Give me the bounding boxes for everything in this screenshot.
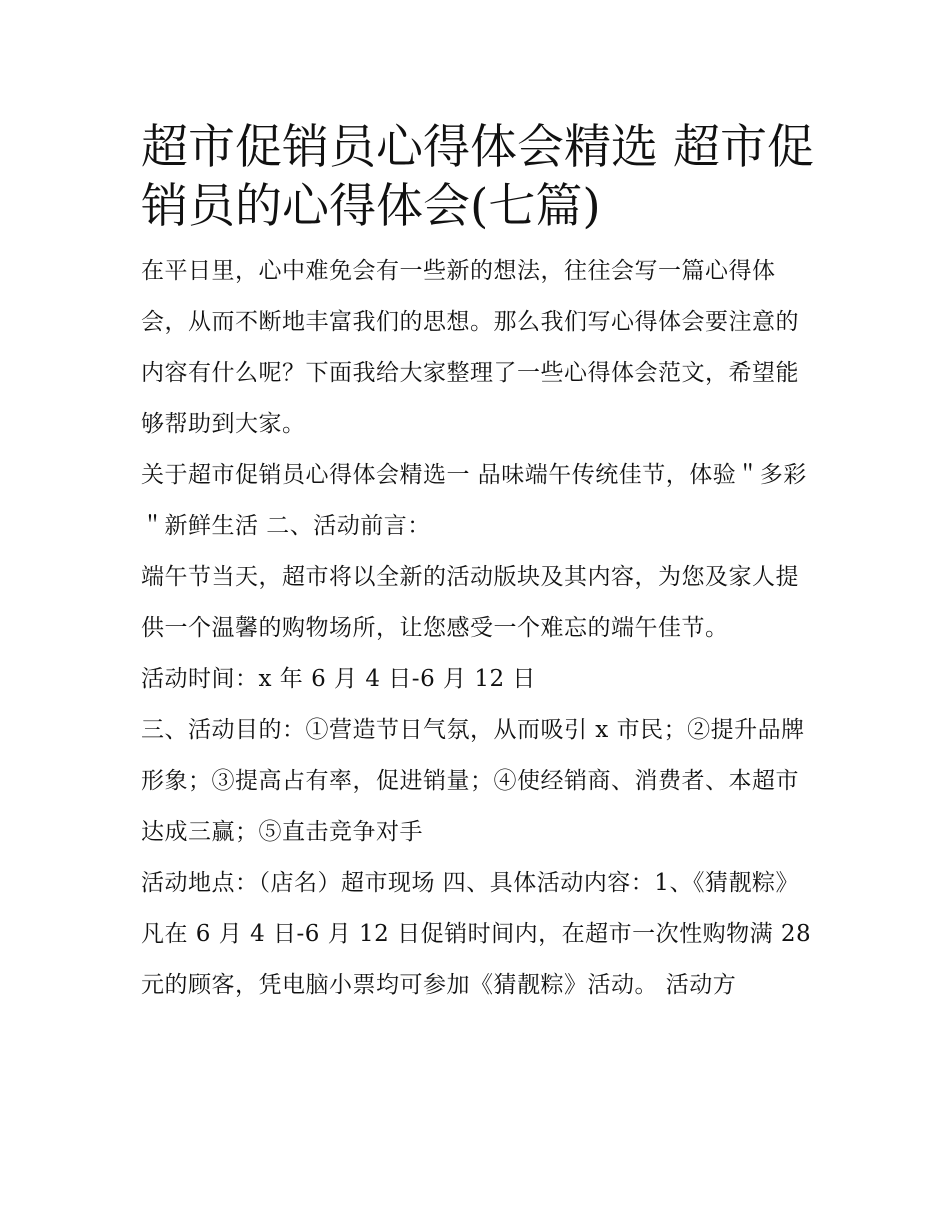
- event-goals-paragraph: 三、活动目的：①营造节日气氛，从而吸引 x 市民；②提升品牌形象；③提高占有率，促进销量；④使经销商、消费者、本超市达成三赢；⑤直击竞争对手: [141, 717, 805, 845]
- event-location-paragraph: 活动地点：（店名）超市现场 四、具体活动内容：1、《猜靓粽》: [141, 870, 799, 896]
- event-details-paragraph: 凡在 6 月 4 日-6 月 12 日促销时间内，在超市一次性购物满 28 元的顾客，凭电脑小票均可参加《猜靓粽》活动。 活动方: [141, 921, 812, 998]
- preface-paragraph: 端午节当天，超市将以全新的活动版块及其内容，为您及家人提供一个温馨的购物场所，让您感受一个难忘的端午佳节。: [141, 564, 799, 641]
- document-title: 超市促销员心得体会精选 超市促销员的心得体会(七篇): [141, 120, 814, 234]
- intro-paragraph: 在平日里，心中难免会有一些新的想法，往往会写一篇心得体会，从而不断地丰富我们的思想。那么我们写心得体会要注意的内容有什么呢？下面我给大家整理了一些心得体会范文，希望能够帮助到大家。: [141, 258, 799, 437]
- document-body: [141, 118, 816, 1011]
- event-time-paragraph: 活动时间：x 年 6 月 4 日-6 月 12 日: [141, 666, 536, 692]
- section-heading-paragraph: 关于超市促销员心得体会精选一 品味端午传统佳节，体验＂多彩＂新鲜生活 二、活动前言：: [141, 462, 807, 539]
